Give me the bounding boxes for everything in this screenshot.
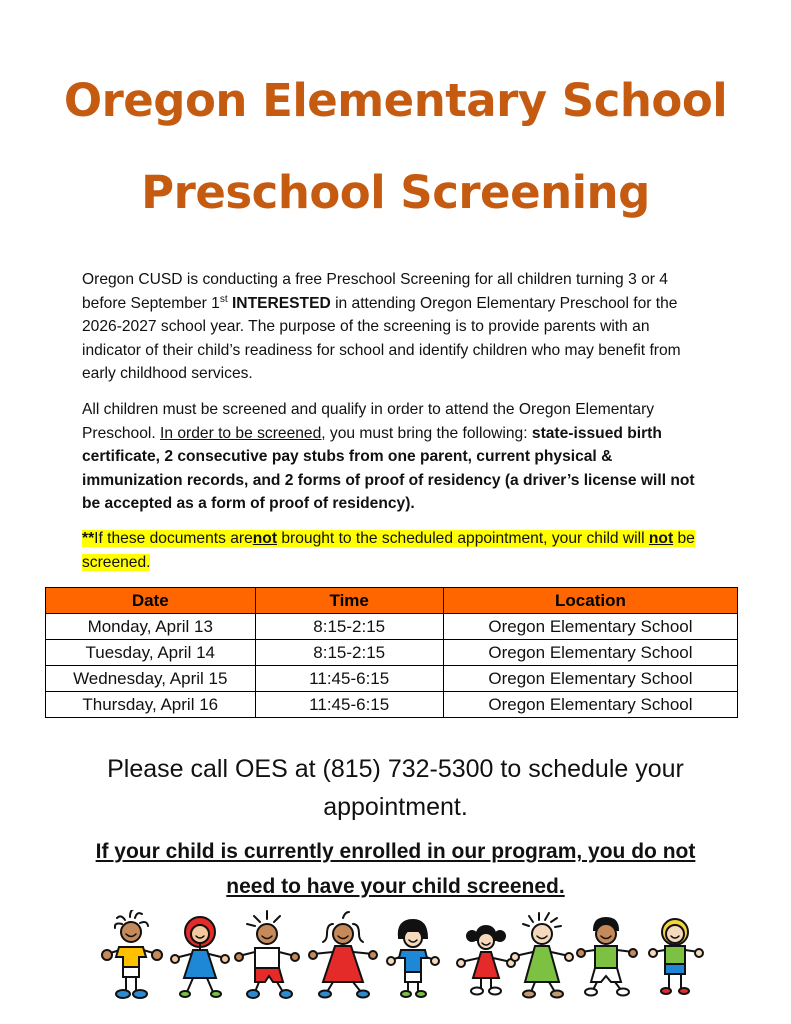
table-row [46, 666, 738, 692]
child-figure-icon [577, 918, 637, 996]
warning-text-1: If these documents are [94, 530, 253, 547]
call-to-action: Please call OES at (815) 732-5300 to schedule your appointment. [107, 755, 684, 821]
cell-location: Oregon Elementary School [443, 640, 737, 666]
cell-location: Oregon Elementary School [443, 692, 737, 718]
cell-time: 11:45-6:15 [255, 666, 443, 692]
warning-not-1: not [252, 530, 278, 547]
cell-date: Monday, April 13 [46, 614, 256, 640]
warning-text-3: be screened. [82, 530, 695, 571]
title-line-2: Preschool Screening [141, 166, 650, 219]
cell-time: 8:15-2:15 [255, 614, 443, 640]
intro-text-2: in attending Oregon Elementary Preschool for the 2026-2027 school year. The purpose of the screening is to provide parents with an indicator of their child’s readiness for school and identify children who may benefit from early childhood services. [82, 294, 681, 383]
title-line-1: Oregon Elementary School [63, 74, 728, 127]
table-row [46, 614, 738, 640]
requirements-text-1: All children must be screened and qualify in order to attend the Oregon Elementary Preschool. [82, 401, 655, 442]
intro-paragraph [82, 268, 712, 386]
cell-location: Oregon Elementary School [443, 614, 737, 640]
warning-text-2: brought to the scheduled appointment, your child will [277, 530, 649, 547]
child-figure-icon [235, 911, 299, 998]
header-location: Location [443, 588, 737, 614]
child-figure-icon [649, 919, 703, 994]
child-figure-icon [457, 926, 515, 995]
cell-location: Oregon Elementary School [443, 666, 737, 692]
requirements-document-list: state-issued birth certificate, 2 consecutive pay stubs from one parent, current physical & immunization records, and 2 forms of proof of residency (a driver’s license will not be accepted as a form of proof of residency). [82, 424, 695, 513]
schedule-table [45, 587, 738, 718]
child-figure-icon [171, 917, 229, 997]
header-date: Date [46, 588, 256, 614]
cell-date: Wednesday, April 15 [46, 666, 256, 692]
cell-time: 11:45-6:15 [255, 692, 443, 718]
cell-time: 8:15-2:15 [255, 640, 443, 666]
header-time: Time [255, 588, 443, 614]
child-figure-icon [102, 910, 162, 998]
requirements-underlined: In order to be screened, [160, 424, 326, 442]
requirements-paragraph [82, 398, 712, 516]
intro-superscript: st [219, 293, 228, 305]
table-row [46, 692, 738, 718]
warning-paragraph [82, 527, 712, 574]
requirements-text-2: you must bring the following: [325, 424, 532, 442]
children-illustration [95, 910, 710, 1005]
enrolled-note: If your child is currently enrolled in our program, you do not need to have your child screened. [95, 840, 696, 898]
child-figure-icon [511, 913, 573, 998]
cell-date: Thursday, April 16 [46, 692, 256, 718]
child-figure-icon [309, 912, 377, 998]
intro-text-1: Oregon CUSD is conducting a free Preschool Screening for all children turning 3 or 4 before September 1 [82, 271, 668, 312]
warning-not-2: not [648, 530, 674, 547]
table-row [46, 640, 738, 666]
warning-stars: ** [82, 530, 95, 547]
child-figure-icon [387, 920, 439, 997]
intro-bold-interested: INTERESTED [231, 294, 331, 312]
table-header-row [46, 588, 738, 614]
cell-date: Tuesday, April 14 [46, 640, 256, 666]
